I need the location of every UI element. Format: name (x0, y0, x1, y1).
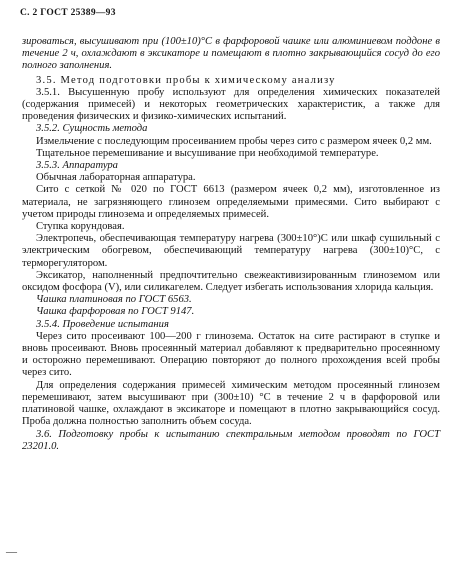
page-header: С. 2 ГОСТ 25389—93 (20, 8, 116, 18)
subheading-3-5-4: 3.5.4. Проведение испытания (36, 318, 169, 330)
paragraph-grinding: Измельчение с последующим просеиванием пробы через сито с размером ячеек 0,2 мм. (36, 135, 432, 147)
subheading-3-5-3: 3.5.3. Аппаратура (36, 160, 118, 172)
document-body (22, 36, 440, 453)
paragraph-3-6: 3.6. Подготовку пробы к испытанию спектральным методом проводят по ГОСТ 23201.0. (22, 428, 440, 452)
paragraph-3-5-1: 3.5.1. Высушенную пробу используют для определения химических показателей (содержания примесей) и некоторых геометрических характеристик, а также для проведения физических и физико-химических испытаний. (22, 86, 440, 123)
margin-dash-mark: — (6, 546, 17, 558)
paragraph-apparatus: Обычная лабораторная аппаратура. (36, 172, 196, 184)
paragraph-platinum-dish: Чашка платиновая по ГОСТ 6563. (36, 294, 192, 306)
paragraph-desiccator: Эксикатор, наполненный предпочтительно свежеактивизированным глиноземом или оксидом фосфора (V), или силикагелем. Следует избегать использования хлорида кальция. (22, 269, 440, 294)
paragraph-continuation: зироваться, высушивают при (100±10)°С в фарфоровой чашке или алюминиевом поддоне в течение 2 ч, охлаждают в эксикаторе и помещают в плотно закрывающийся сосуд до его полного заполнения. (22, 36, 440, 72)
subheading-3-5-2: 3.5.2. Сущность метода (36, 123, 148, 135)
paragraph-mixing: Тщательное перемешивание и высушивание при необходимой температуре. (36, 147, 379, 159)
paragraph-impurities: Для определения содержания примесей химическим методом просеянный глинозем перемешивают, затем высушивают при (300±10) °С в течение 2 ч в фарфоровой или платиновой чашке, охлаждают в эксикаторе и помещают в плотно закрывающийся сосуд. Проба должна полностью заполнить объем сосуда. (22, 379, 440, 428)
section-heading-3-5: 3.5. Метод подготовки пробы к химическому анализу (36, 74, 336, 86)
paragraph-furnace: Электропечь, обеспечивающая температуру нагрева (300±10°)С или шкаф сушильный с электрическим обогревом, обеспечивающий температуру нагрева (300±10)°С, с терморегулятором. (22, 233, 440, 269)
paragraph-mortar: Ступка корундовая. (36, 221, 125, 233)
paragraph-sieve: Сито с сеткой № 020 по ГОСТ 6613 (размером ячеек 0,2 мм), изготовленное из материала, не загрязняющего глинозем определяемыми примесями. Сито выбирают с учетом природы глинозема и определяемых примесей. (22, 184, 440, 220)
paragraph-procedure: Через сито просеивают 100—200 г глинозема. Остаток на сите растирают в ступке и вновь просеивают. Вновь просеянный материал добавляют к предварительно просеянному и осторожно перемешивают. Операцию повторяют до полного прохождения всей пробы через сито. (22, 330, 440, 379)
paragraph-porcelain-dish: Чашка фарфоровая по ГОСТ 9147. (36, 306, 195, 318)
